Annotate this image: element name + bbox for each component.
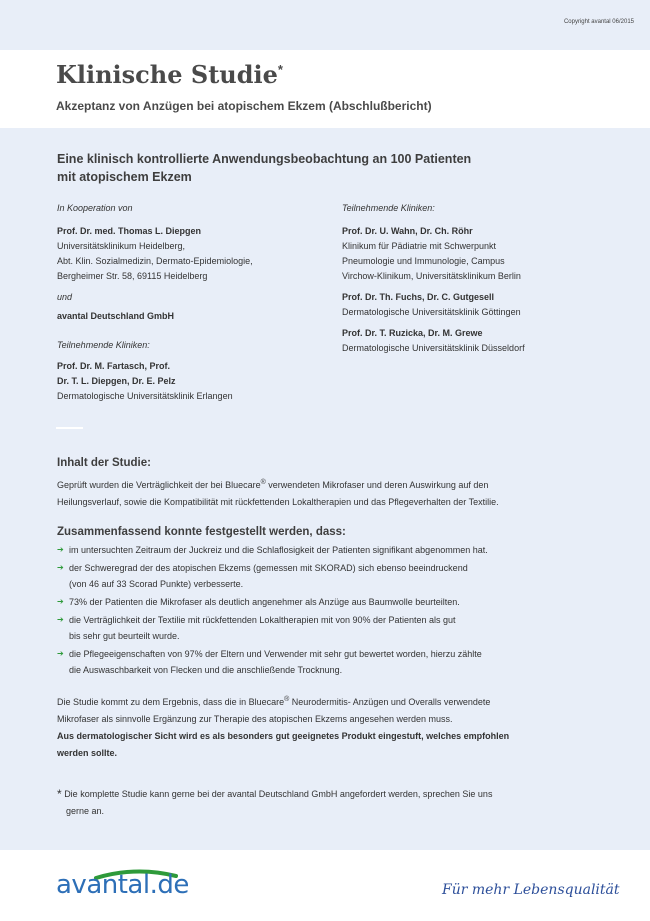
title-asterisk: * — [277, 62, 283, 77]
inhalt-text: Geprüft wurden die Verträglichkeit der bei Bluecare® verwendeten Mikrofaser und deren Auswirkung auf den Heilungsverlauf, sowie die Kompatibilität mit rückfettenden Lokaltherapien und das Pflegeverhalten der Textilie. — [57, 479, 499, 507]
right-column: Teilnehmende Kliniken: Prof. Dr. U. Wahn, Dr. Ch. Röhr Klinikum für Pädiatrie mit Schwerpunkt Pneumologie und Immunologie, Campus Virchow-Klinikum, Universitätsklinikum Berlin Prof. Dr. Th. Fuchs, Dr. C. Gutgesell Dermatologische Universitätsklinik Göttingen Prof. Dr. T. Ruzicka, Dr. M. Grewe Dermatologische Universitätsklinik Düsseldorf — [342, 201, 612, 356]
arrow-icon: ➔ — [57, 545, 64, 554]
avantal-logo[interactable]: avantal.de — [56, 870, 189, 900]
arrow-icon: ➔ — [57, 649, 64, 658]
summary-list — [57, 542, 597, 680]
list-item: ➔ 73% der Patienten die Mikrofaser als deutlich angenehmer als Anzüge aus Baumwolle beurteilten. — [57, 594, 597, 610]
conclusion-text: Die Studie kommt zu dem Ergebnis, dass die in Bluecare® Neurodermitis- Anzügen und Overalls verwendete Mikrofaser als sinnvolle Ergänzung zur Therapie des atopischen Ekzems angesehen werden muss. Aus dermatologischer Sicht wird es als besonders gut geeignetes Produkt eingestuft, welches empfohlen werden sollte. — [57, 696, 510, 758]
arrow-icon: ➔ — [57, 597, 64, 606]
list-item: ➔ die Pflegeeigenschaften von 97% der Eltern und Verwender mit sehr gut bewertet worden, hierzu zählte die Auswaschbarkeit von Flecken und die anschließende Trocknung. — [57, 646, 597, 678]
list-item: ➔ im untersuchten Zeitraum der Juckreiz und die Schlaflosigkeit der Patienten signifikant abgenommen hat. — [57, 542, 597, 558]
left-column: In Kooperation von Prof. Dr. med. Thomas L. Diepgen Universitätsklinikum Heidelberg, Abt. Klin. Sozialmedizin, Dermato-Epidemiologie, Bergheimer Str. 58, 69115 Heidelberg und avantal Deutschland GmbH Teilnehmende Kliniken: Prof. Dr. M. Fartasch, Prof. Dr. T. L. Diepgen, Dr. E. Pelz Dermatologische Universitätsklinik Erlangen — [57, 201, 327, 404]
copyright-note: Copyright avantal 06/2015 — [563, 19, 634, 25]
study-headline: Eine klinisch kontrollierte Anwendungsbeobachtung an 100 Patienten mit atopischem Ekzem — [57, 152, 472, 184]
inhalt-heading: Inhalt der Studie: — [57, 457, 151, 469]
clinics-label-right: Teilnehmende Kliniken: — [342, 203, 435, 213]
section-divider — [56, 427, 83, 429]
clinic-duesseldorf-name: Prof. Dr. T. Ruzicka, Dr. M. Grewe — [342, 328, 483, 338]
coop-name: Prof. Dr. med. Thomas L. Diepgen — [57, 226, 202, 236]
page-title: Klinische Studie* — [56, 60, 283, 89]
list-item: ➔ die Verträglichkeit der Textilie mit rückfettenden Lokaltherapien mit von 90% der Patienten als gut bis sehr gut beurteilt wurde. — [57, 612, 597, 644]
arrow-icon: ➔ — [57, 615, 64, 624]
list-item: ➔ der Schweregrad der des atopischen Ekzems (gemessen mit SKORAD) sich ebenso beeindruckend (von 46 auf 33 Scorad Punkte) verbesserte. — [57, 560, 597, 592]
arrow-icon: ➔ — [57, 563, 64, 572]
slogan: Für mehr Lebensqualität — [442, 882, 620, 898]
und-label: und — [57, 292, 73, 302]
clinic-berlin-name: Prof. Dr. U. Wahn, Dr. Ch. Röhr — [342, 226, 473, 236]
footnote: * Die komplette Studie kann gerne bei der avantal Deutschland GmbH angefordert werden, sprechen Sie uns gerne an. — [57, 787, 493, 816]
conclusion-bold: Aus dermatologischer Sicht wird es als besonders gut geeignetes Produkt eingestuft, welches empfohlen — [57, 731, 510, 741]
clinic-goettingen-name: Prof. Dr. Th. Fuchs, Dr. C. Gutgesell — [342, 292, 495, 302]
clinics-label-left: Teilnehmende Kliniken: — [57, 340, 150, 350]
coop-label: In Kooperation von — [57, 203, 133, 213]
company-name: avantal Deutschland GmbH — [57, 311, 175, 321]
summary-heading: Zusammenfassend konnte festgestellt werden, dass: — [57, 526, 346, 538]
page-subtitle: Akzeptanz von Anzügen bei atopischem Ekzem (Abschlußbericht) — [56, 99, 432, 113]
top-band — [0, 0, 650, 50]
footnote-asterisk: * — [57, 787, 62, 801]
